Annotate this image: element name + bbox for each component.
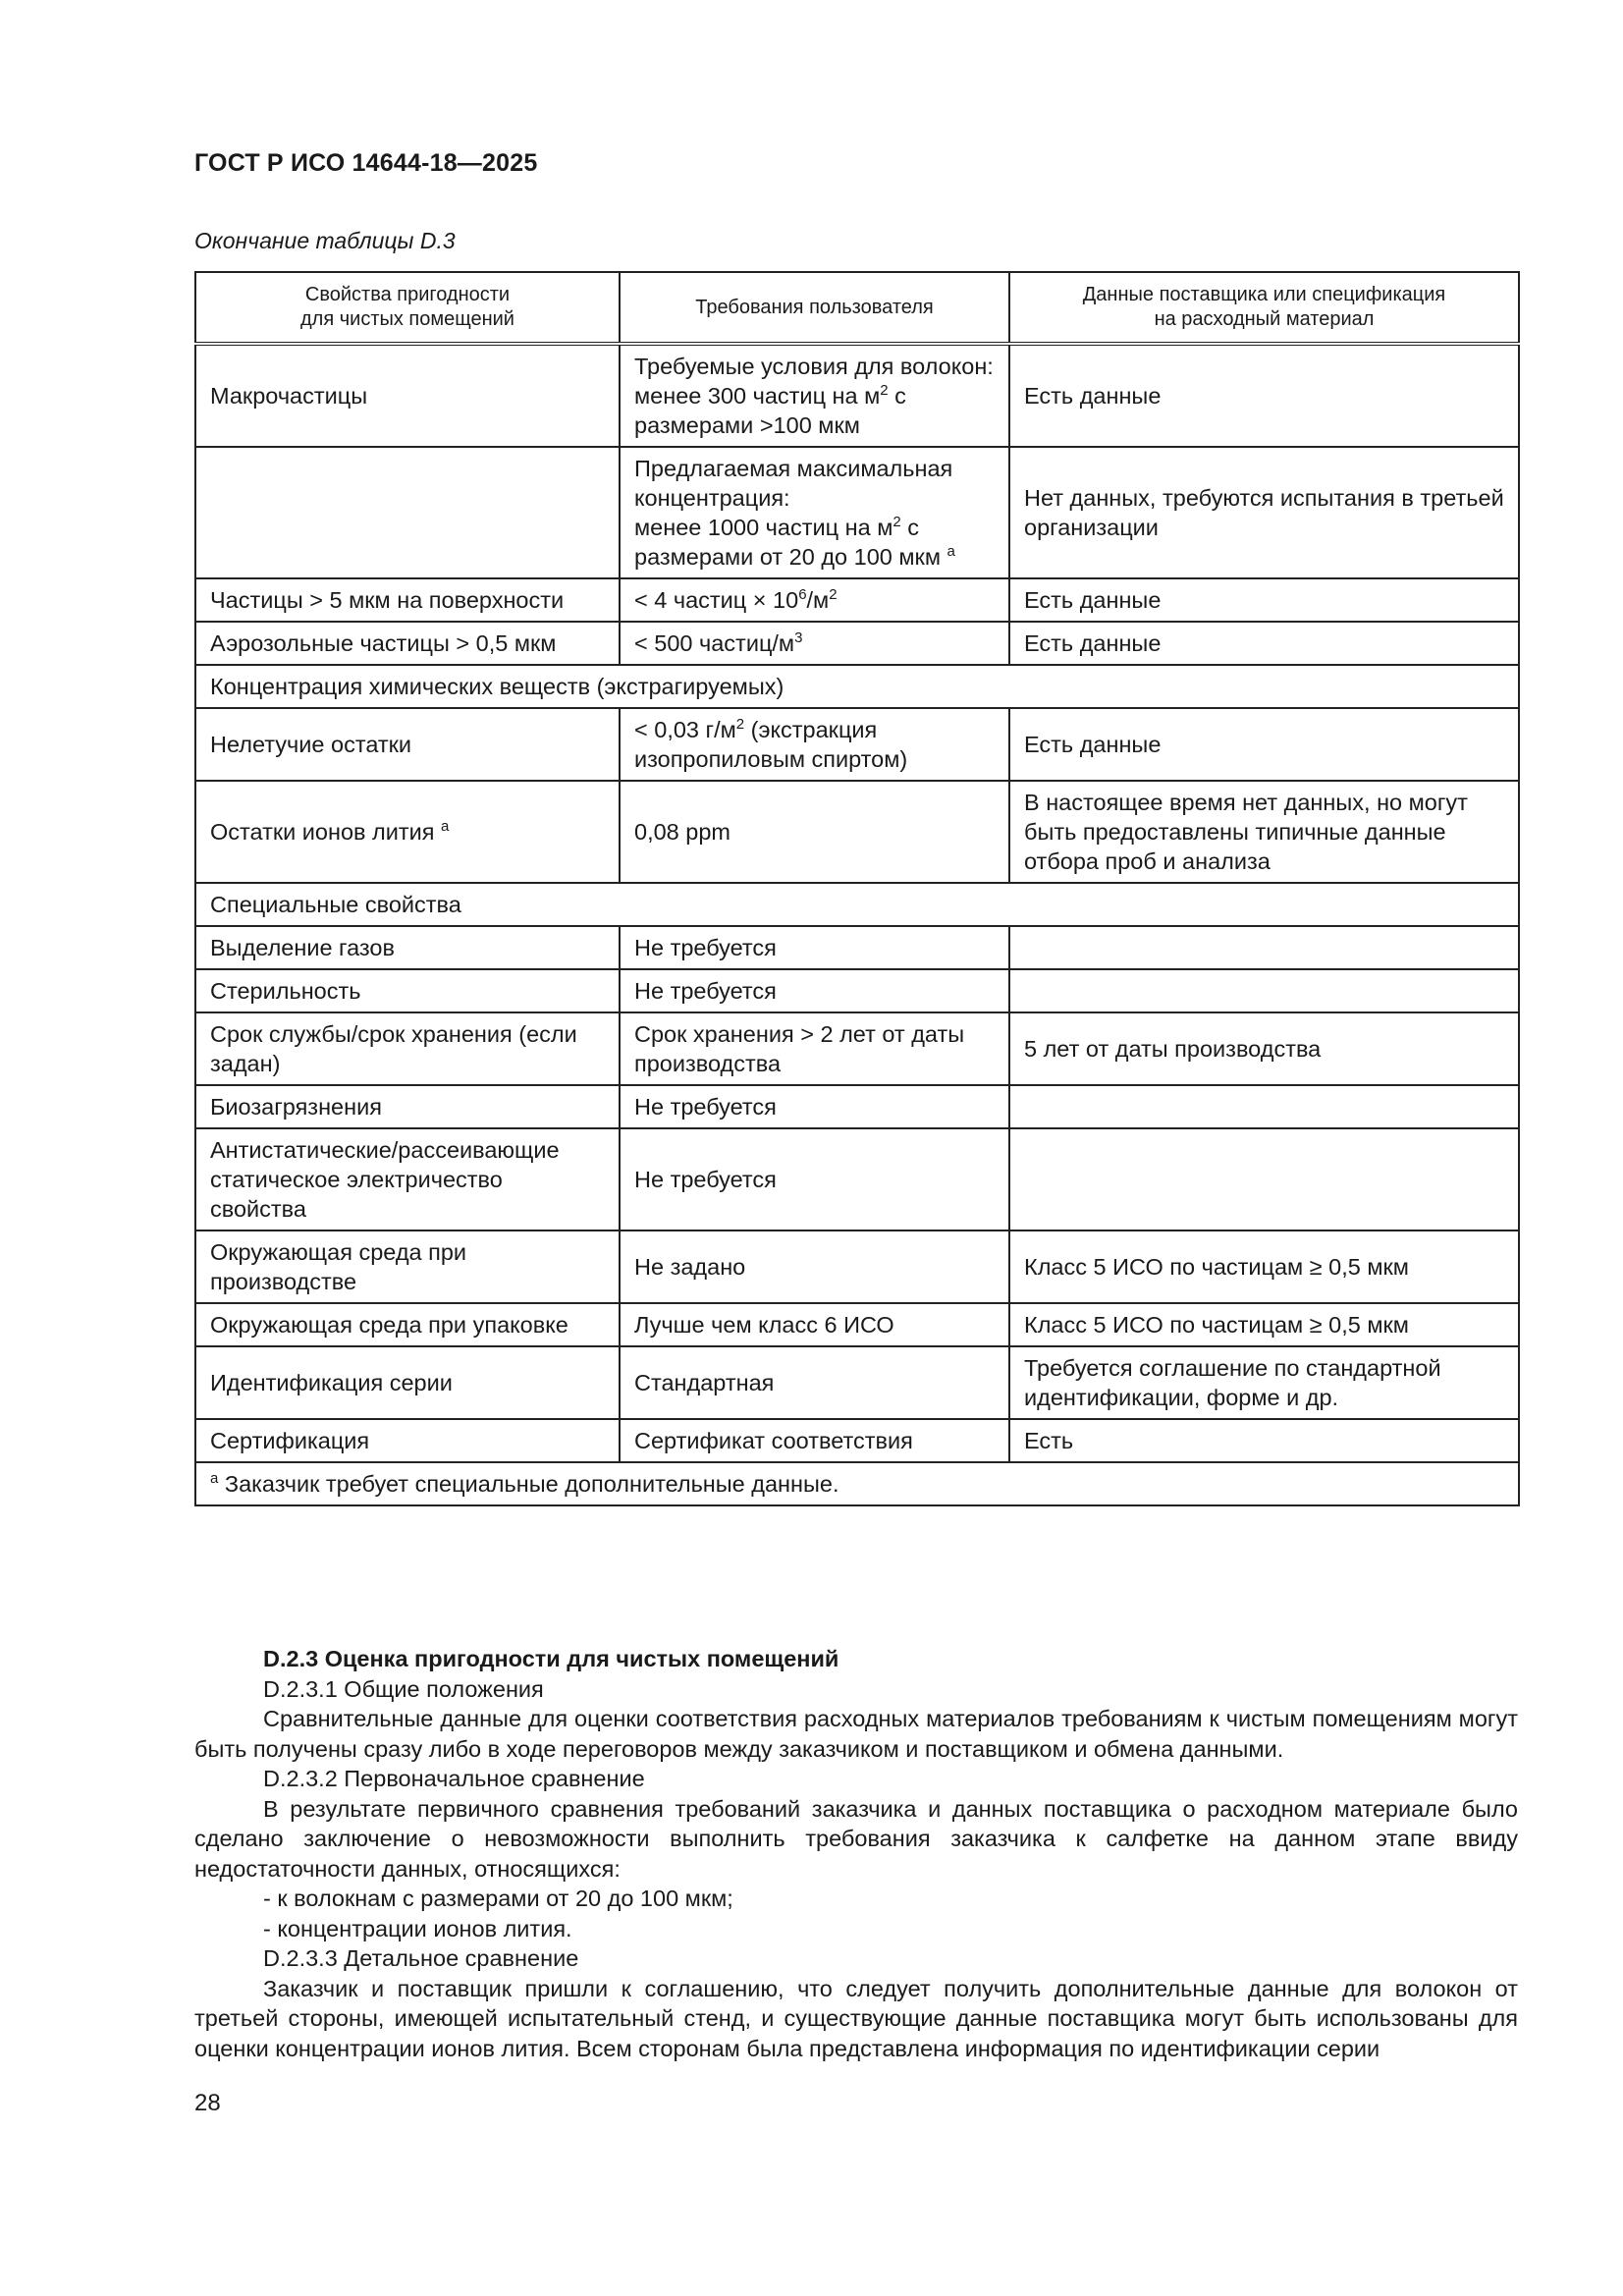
table-row [195, 781, 1519, 883]
table-row [195, 578, 1519, 622]
requirement-cell: Не требуется [620, 969, 1009, 1012]
property-cell [195, 447, 620, 578]
section-row [195, 665, 1519, 708]
subsection-heading: D.2.3.2 Первоначальное сравнение [263, 1766, 645, 1791]
table-row [195, 1012, 1519, 1085]
property-cell: Окружающая среда при упаковке [195, 1303, 620, 1346]
requirement-cell: Лучше чем класс 6 ИСО [620, 1303, 1009, 1346]
supplier-cell [1009, 926, 1519, 969]
requirement-cell: 0,08 ppm [620, 781, 1009, 883]
document-header: ГОСТ Р ИСО 14644-18—2025 [194, 149, 538, 177]
table-row [195, 622, 1519, 665]
page-number: 28 [194, 2090, 221, 2116]
header-cleanroom-properties: Свойства пригодности для чистых помещений [195, 272, 620, 344]
supplier-cell: Класс 5 ИСО по частицам ≥ 0,5 мкм [1009, 1303, 1519, 1346]
supplier-cell: Есть данные [1009, 708, 1519, 781]
property-cell: Остатки ионов лития $^a$ [195, 781, 620, 883]
section-special: Специальные свойства [195, 883, 1519, 926]
section-chemical: Концентрация химических веществ (экстрагируемых) [195, 665, 1519, 708]
supplier-cell: Есть данные [1009, 622, 1519, 665]
table-row [195, 926, 1519, 969]
table-row [195, 1085, 1519, 1128]
property-cell: Биозагрязнения [195, 1085, 620, 1128]
property-cell: Нелетучие остатки [195, 708, 620, 781]
header-user-requirements: Требования пользователя [620, 272, 1009, 344]
section-heading: D.2.3 Оценка пригодности для чистых помещений [263, 1646, 839, 1671]
property-cell: Окружающая среда при производстве [195, 1230, 620, 1303]
requirement-cell: Не требуется [620, 926, 1009, 969]
requirement-cell: Требуемые условия для волокон: менее 300 частиц на $м^2$ с размерами >100 мкм [620, 344, 1009, 447]
supplier-cell: В настоящее время нет данных, но могут быть предоставлены типичные данные отбора проб и анализа [1009, 781, 1519, 883]
footnote-marker: a [441, 818, 450, 835]
table-row [195, 1303, 1519, 1346]
paragraph: Заказчик и поставщик пришли к соглашению, что следует получить дополнительные данные для волокон от третьей стороны, имеющей испытательный стенд, и существующие данные поставщика могут быть использованы для оценки концентрации ионов лития. Всем сторонам была представлена информация по идентификации серии [194, 1975, 1518, 2061]
table-row [195, 969, 1519, 1012]
property-cell: Макрочастицы [195, 344, 620, 447]
list-item: - к волокнам с размерами от 20 до 100 мкм; [263, 1886, 733, 1911]
paragraph: Сравнительные данные для оценки соответствия расходных материалов требованиям к чистым помещениям могут быть получены сразу либо в ходе переговоров между заказчиком и поставщиком и обмена данными. [194, 1706, 1518, 1762]
property-cell: Сертификация [195, 1419, 620, 1462]
supplier-cell: Нет данных, требуются испытания в третьей организации [1009, 447, 1519, 578]
requirement-cell: Срок хранения > 2 лет от даты производства [620, 1012, 1009, 1085]
requirement-cell: Не задано [620, 1230, 1009, 1303]
supplier-cell: Есть данные [1009, 344, 1519, 447]
supplier-cell: 5 лет от даты производства [1009, 1012, 1519, 1085]
supplier-cell [1009, 1085, 1519, 1128]
supplier-cell: Есть [1009, 1419, 1519, 1462]
property-cell: Аэрозольные частицы > 0,5 мкм [195, 622, 620, 665]
requirement-cell: Стандартная [620, 1346, 1009, 1419]
body-text [194, 1644, 1518, 2063]
footnote-row [195, 1462, 1519, 1505]
list-item: - концентрации ионов лития. [263, 1915, 572, 1941]
requirement-cell: < 0,03 $г/м^2$ (экстракция изопропиловым спиртом) [620, 708, 1009, 781]
property-cell: Идентификация серии [195, 1346, 620, 1419]
requirements-table [194, 271, 1520, 1506]
requirement-cell: Не требуется [620, 1085, 1009, 1128]
supplier-cell: Класс 5 ИСО по частицам ≥ 0,5 мкм [1009, 1230, 1519, 1303]
table-row [195, 1419, 1519, 1462]
property-cell: Выделение газов [195, 926, 620, 969]
table-header-row [195, 272, 1519, 344]
table-caption: Окончание таблицы D.3 [194, 228, 456, 253]
requirement-cell: Сертификат соответствия [620, 1419, 1009, 1462]
header-supplier-data: Данные поставщика или спецификация на расходный материал [1009, 272, 1519, 344]
requirement-cell: Предлагаемая максимальная концентрация: менее 1000 частиц на $м^2$ с размерами от 20 до 100 мкм $^a$ [620, 447, 1009, 578]
table-row [195, 1230, 1519, 1303]
section-row [195, 883, 1519, 926]
requirement-cell: < 4 частиц × $10^6/м^2$ [620, 578, 1009, 622]
table-footnote: $^a$ Заказчик требует специальные дополнительные данные. [195, 1462, 1519, 1505]
property-cell: Частицы > 5 мкм на поверхности [195, 578, 620, 622]
footnote-marker: a [947, 543, 955, 560]
property-cell: Антистатические/рассеивающие статическое электричество свойства [195, 1128, 620, 1230]
requirement-cell: < 500 частиц/$м^3$ [620, 622, 1009, 665]
footnote-marker: a [210, 1470, 219, 1487]
table-row [195, 1128, 1519, 1230]
table-row [195, 1346, 1519, 1419]
subsection-heading: D.2.3.3 Детальное сравнение [263, 1945, 579, 1971]
supplier-cell: Есть данные [1009, 578, 1519, 622]
requirement-cell: Не требуется [620, 1128, 1009, 1230]
property-cell: Срок службы/срок хранения (если задан) [195, 1012, 620, 1085]
property-cell: Стерильность [195, 969, 620, 1012]
table-row [195, 447, 1519, 578]
table-row [195, 708, 1519, 781]
subsection-heading: D.2.3.1 Общие положения [263, 1675, 544, 1702]
paragraph: В результате первичного сравнения требований заказчика и данных поставщика о расходном материале было сделано заключение о невозможности выполнить требования заказчика к салфетке на данном этапе ввиду недостаточности данных, относящихся: [194, 1795, 1518, 1882]
supplier-cell: Требуется соглашение по стандартной идентификации, форме и др. [1009, 1346, 1519, 1419]
supplier-cell [1009, 969, 1519, 1012]
table-row [195, 344, 1519, 447]
supplier-cell [1009, 1128, 1519, 1230]
